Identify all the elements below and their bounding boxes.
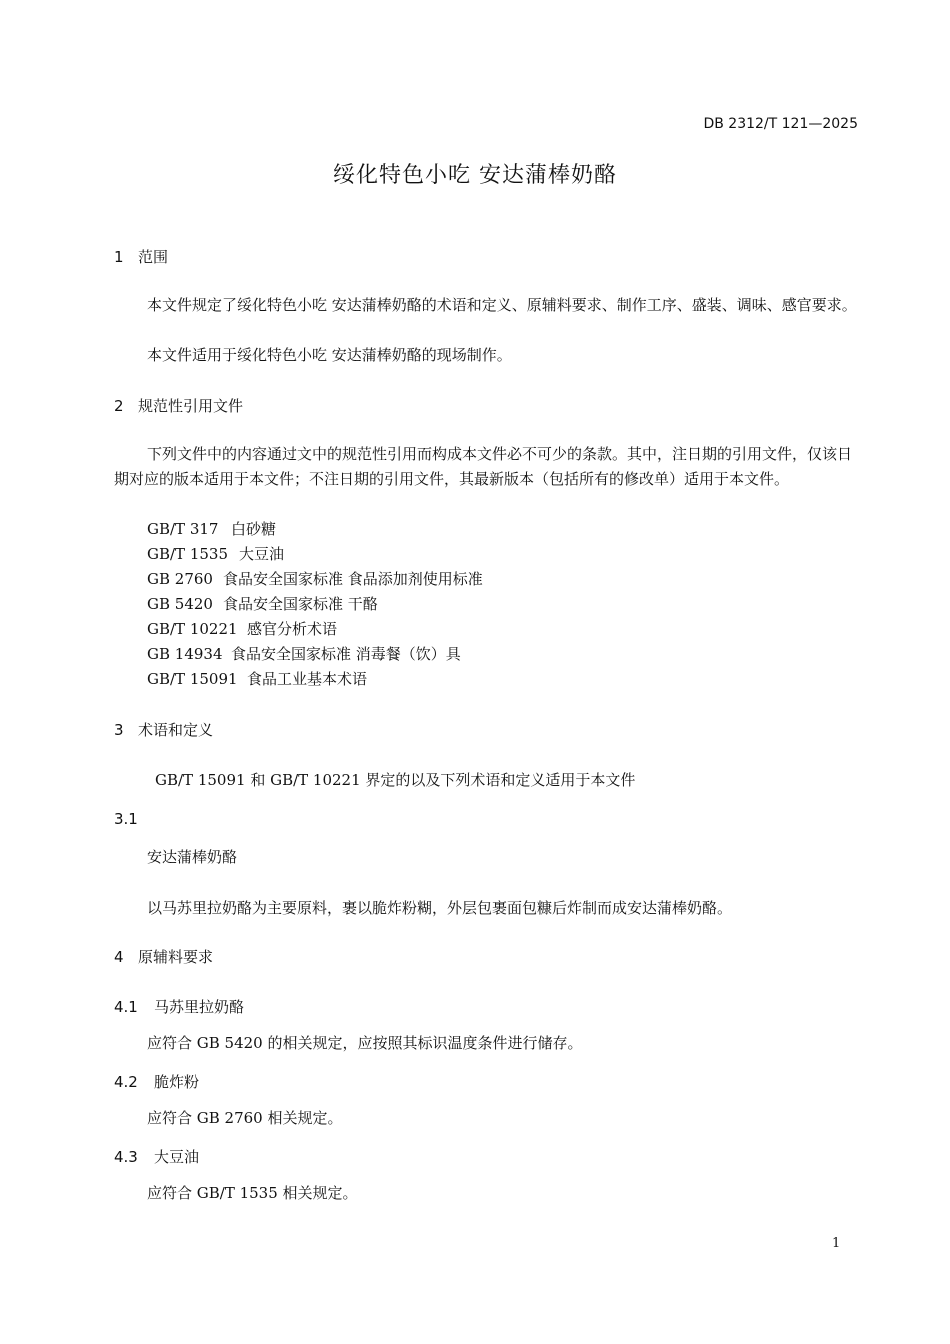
reference-code: GB 2760 — [147, 570, 213, 588]
subsection-heading — [114, 996, 244, 1017]
subsection-number: 4.1 — [114, 998, 138, 1016]
section-2-heading — [114, 395, 243, 416]
reference-item — [147, 592, 378, 617]
reference-code: GB 14934 — [147, 645, 223, 663]
section-title: 规范性引用文件 — [138, 397, 244, 415]
reference-code: GB/T 317 — [147, 520, 219, 538]
subsection-number: 4.2 — [114, 1073, 138, 1091]
subsection-number: 4.3 — [114, 1148, 138, 1166]
term-number: 3.1 — [114, 810, 138, 828]
term-definition: 以马苏里拉奶酪为主要原料，裹以脆炸粉糊，外层包裹面包糠后炸制而成安达蒲棒奶酪。 — [147, 899, 733, 917]
section-3-heading — [114, 719, 213, 740]
section-title: 原辅料要求 — [138, 948, 214, 966]
section-number: 1 — [114, 248, 124, 266]
reference-name: 食品安全国家标准 消毒餐（饮）具 — [231, 645, 461, 663]
reference-item — [147, 667, 367, 692]
reference-name: 食品安全国家标准 食品添加剂使用标准 — [223, 570, 483, 588]
section-number: 4 — [114, 948, 124, 966]
page-number: 1 — [832, 1236, 841, 1251]
subsection-text: 应符合 GB/T 1535 相关规定。 — [147, 1184, 358, 1202]
term-name: 安达蒲棒奶酪 — [147, 848, 238, 866]
normative-paragraph: 下列文件中的内容通过文中的规范性引用而构成本文件必不可少的条款。其中，注日期的引用文件，仅该日期对应的版本适用于本文件；不注日期的引用文件，其最新版本（包括所有的修改单）适用于本文件。 — [114, 445, 853, 488]
section-title: 范围 — [138, 248, 169, 266]
subsection-heading — [114, 1146, 199, 1167]
subsection-title: 马苏里拉奶酪 — [154, 998, 245, 1016]
subsection-text: 应符合 GB 5420 的相关规定，应按照其标识温度条件进行储存。 — [147, 1034, 583, 1052]
reference-item — [147, 517, 276, 542]
subsection-title: 大豆油 — [154, 1148, 200, 1166]
reference-code: GB/T 1535 — [147, 545, 229, 563]
terms-intro: GB/T 15091 和 GB/T 10221 界定的以及下列术语和定义适用于本文件 — [155, 771, 636, 789]
reference-name: 食品安全国家标准 干酪 — [223, 595, 378, 613]
section-title: 术语和定义 — [138, 721, 214, 739]
reference-code: GB 5420 — [147, 595, 213, 613]
subsection-text: 应符合 GB 2760 相关规定。 — [147, 1109, 343, 1127]
reference-name: 大豆油 — [239, 545, 285, 563]
reference-item — [147, 567, 483, 592]
reference-item — [147, 617, 337, 642]
document-code: DB 2312/T 121—2025 — [703, 116, 858, 132]
reference-name: 食品工业基本术语 — [247, 670, 368, 688]
reference-name: 白砂糖 — [231, 520, 277, 538]
reference-name: 感官分析术语 — [247, 620, 338, 638]
section-number: 3 — [114, 721, 124, 739]
subsection-heading — [114, 1071, 199, 1092]
subsection-title: 脆炸粉 — [154, 1073, 200, 1091]
reference-item — [147, 642, 461, 667]
section-number: 2 — [114, 397, 124, 415]
page-title: 绥化特色小吃 安达蒲棒奶酪 — [333, 163, 617, 188]
scope-paragraph-1: 本文件规定了绥化特色小吃 安达蒲棒奶酪的术语和定义、原辅料要求、制作工序、盛装、调味、感官要求。 — [147, 296, 857, 314]
section-1-heading — [114, 246, 168, 267]
section-4-heading — [114, 946, 213, 967]
reference-item — [147, 542, 284, 567]
reference-code: GB/T 15091 — [147, 670, 238, 688]
scope-paragraph-2: 本文件适用于绥化特色小吃 安达蒲棒奶酪的现场制作。 — [147, 346, 512, 364]
reference-code: GB/T 10221 — [147, 620, 238, 638]
